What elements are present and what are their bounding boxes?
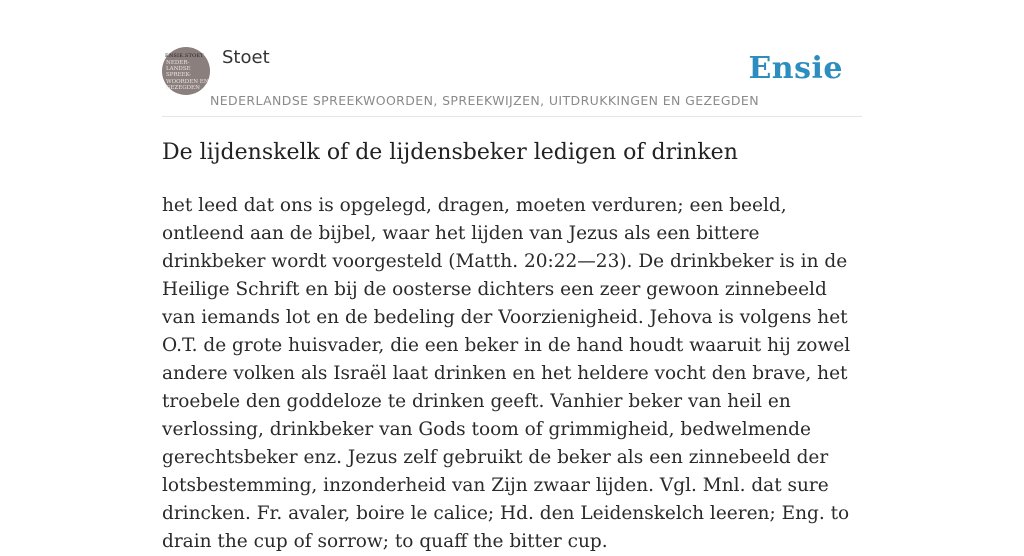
entry-body: het leed dat ons is opgelegd, dragen, moeten verduren; een beeld, ontleend aan de bijbel, waar het lijden van Jezus als een bittere drinkbeker wordt voorgesteld (Matth. 20:22—23). De drinkbeker is in de Heilige Schrift en bij de oosterse dichters een zeer gewoon zinnebeeld van iemands lot en de bedeling der Voorzienigheid. Jehova is volgens het O.T. de grote huisvader, die een beker in de hand houdt waaruit hij zowel andere volken als Israël laat drinken en het heldere vocht den brave, het troebele den goddeloze te drinken geeft. Vanhier beker van heil en verlossing, drinkbeker van Gods toom of grimmigheid, bedwelmende gerechtsbeker enz. Jezus zelf gebruikt de beker als een zinnebeeld der lotsbestemming, inzonderheid van Zijn zwaar lijden. Vgl. Mnl. dat sure drincken. Fr. avaler, boire le calice; Hd. den Leidenskelch leeren; Eng. to drain the cup of sorrow; to quaff the bitter cup. bbox=[162, 195, 851, 552]
avatar-top-text: ENSIE.STOET bbox=[165, 53, 204, 59]
header bbox=[162, 46, 862, 117]
ensie-logo[interactable]: Ensie bbox=[748, 51, 843, 86]
entry-title: De lijdenskelk of de lijdensbeker ledigen of drinken bbox=[162, 140, 738, 165]
avatar-line: GEZEGDEN bbox=[166, 84, 200, 91]
avatar-text bbox=[166, 60, 209, 91]
author-name[interactable]: Stoet bbox=[222, 47, 270, 68]
source-subtitle[interactable]: NEDERLANDSE SPREEKWOORDEN, SPREEKWIJZEN, UITDRUKKINGEN EN GEZEGDEN bbox=[210, 93, 759, 108]
avatar-line: LANDSE bbox=[166, 66, 191, 73]
avatar-line: SPREEK- bbox=[166, 72, 192, 79]
avatar-line: NEDER- bbox=[166, 60, 190, 66]
author-avatar[interactable] bbox=[162, 47, 210, 95]
avatar-line: WOORDEN EN bbox=[166, 78, 209, 85]
